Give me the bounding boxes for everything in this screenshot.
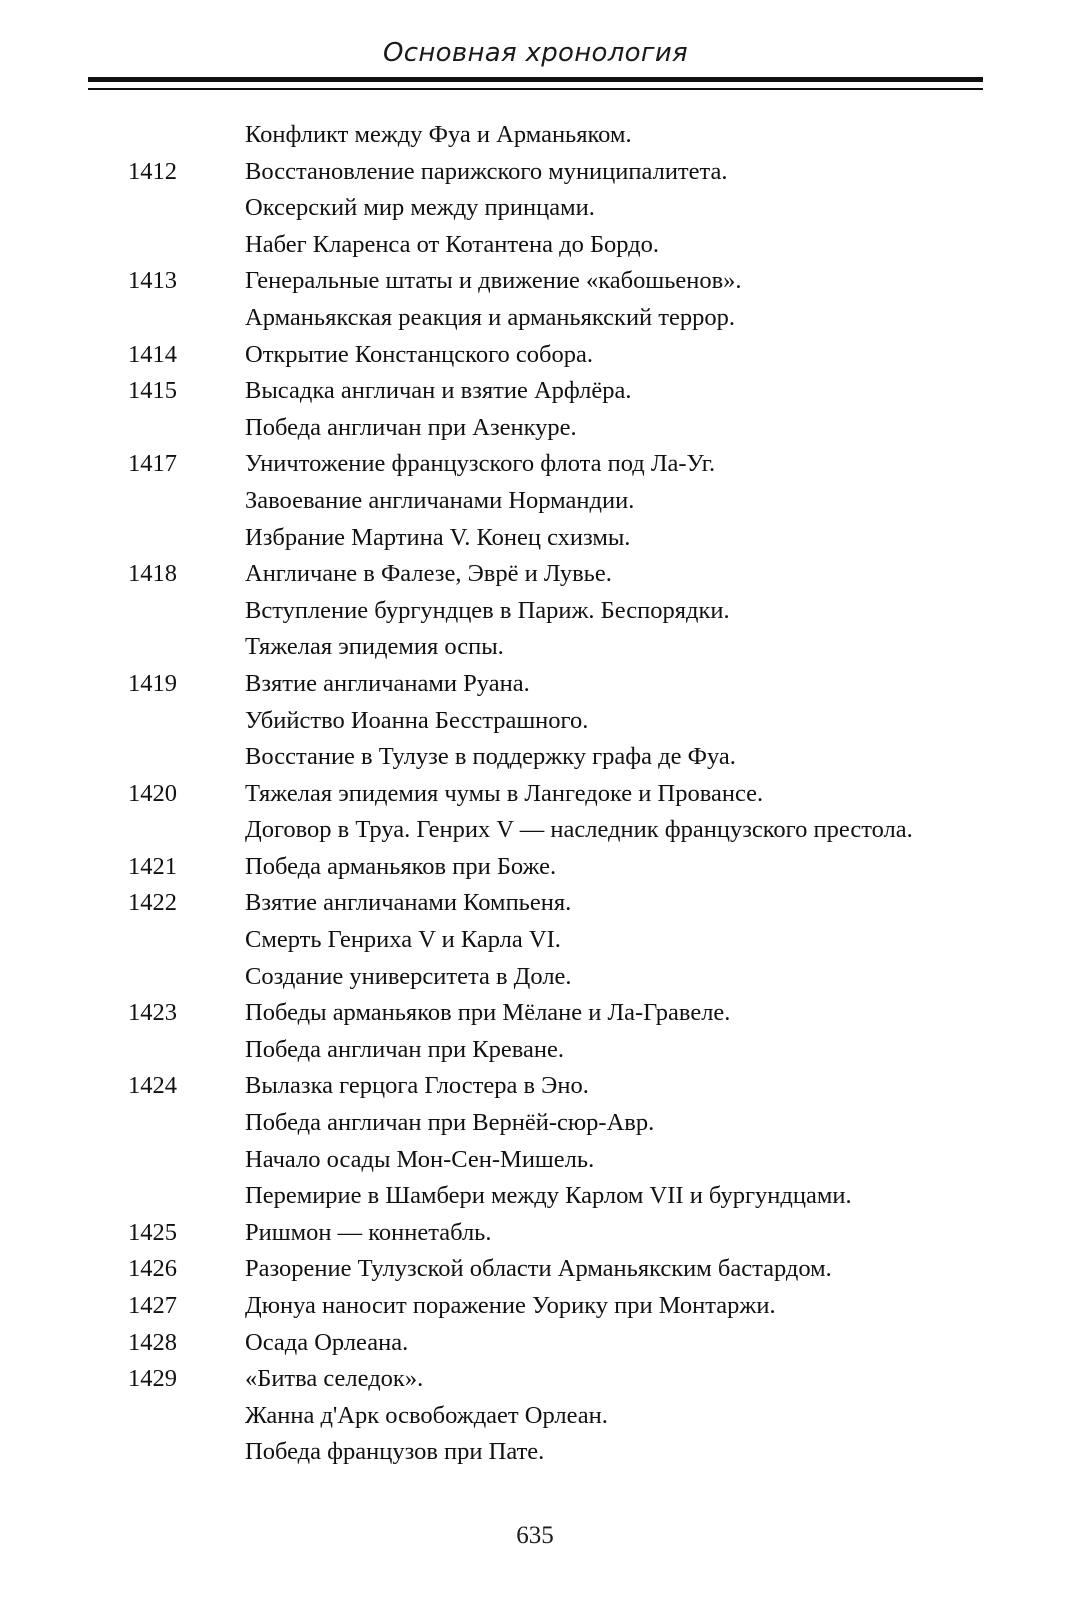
entry-year: 1417: [128, 450, 177, 478]
chronology-entry: [0, 1178, 1070, 1215]
chronology-entry: [0, 593, 1070, 630]
chronology-entry: [0, 1142, 1070, 1179]
chronology-entry: [0, 776, 1070, 813]
header-rule-thick: [88, 77, 983, 82]
chronology-entry: [0, 922, 1070, 959]
entry-event: Победа англичан при Креване.: [245, 1035, 564, 1063]
chronology-entry: [0, 1068, 1070, 1105]
entry-event: Начало осады Мон-Сен-Мишель.: [245, 1145, 595, 1173]
chronology-entry: [0, 227, 1070, 264]
entry-event: Победа французов при Пате.: [245, 1438, 545, 1466]
entry-event: Смерть Генриха V и Карла VI.: [245, 926, 561, 954]
chronology-entry: [0, 1032, 1070, 1069]
entry-year: 1419: [128, 669, 177, 697]
entry-event: Дюнуа наносит поражение Уорику при Монтаржи.: [245, 1292, 776, 1319]
entry-event: Договор в Труа. Генрих V — наследник французского престола.: [245, 816, 913, 844]
chronology-entry: [0, 520, 1070, 557]
chronology-entry: [0, 1288, 1070, 1325]
chronology-entry: [0, 959, 1070, 996]
entry-year: 1414: [128, 340, 177, 368]
chronology-entry: [0, 703, 1070, 740]
entry-event: Вступление бургундцев в Париж. Беспорядки.: [245, 596, 730, 624]
chronology-entry: [0, 1361, 1070, 1398]
entry-event: Конфликт между Фуа и Арманьяком.: [245, 121, 632, 148]
entry-event: Разорение Тулузской области Арманьякским бастардом.: [245, 1255, 832, 1283]
chronology-entry: [0, 154, 1070, 191]
entry-year: 1418: [128, 560, 177, 588]
entry-event: Уничтожение французского флота под Ла-Уг.: [245, 450, 716, 478]
entry-year: 1426: [128, 1255, 177, 1283]
chronology-entry: [0, 1105, 1070, 1142]
entry-event: Оксерский мир между принцами.: [245, 194, 595, 222]
chronology-entry: [0, 446, 1070, 483]
entry-event: Завоевание англичанами Нормандии.: [245, 486, 635, 514]
entry-year: 1420: [128, 779, 177, 807]
chronology-entry: [0, 666, 1070, 703]
entry-event: Англичане в Фалезе, Эврё и Лувье.: [245, 560, 612, 588]
entry-event: Открытие Констанцского собора.: [245, 340, 593, 368]
chronology-entry: [0, 483, 1070, 520]
entry-event: Арманьякская реакция и арманьякский террор.: [245, 303, 735, 331]
entry-event: Победа арманьяков при Боже.: [245, 852, 557, 880]
chronology-entry: [0, 995, 1070, 1032]
chronology-entry: [0, 1251, 1070, 1288]
entry-event: «Битва селедок».: [245, 1365, 424, 1393]
entry-event: Восстановление парижского муниципалитета.: [245, 157, 728, 185]
running-head: Основная хронология: [383, 38, 688, 68]
entry-year: 1421: [128, 852, 177, 880]
chronology-entry: [0, 1434, 1070, 1471]
entry-event: Высадка англичан и взятие Арфлёра.: [245, 377, 632, 405]
entry-year: 1429: [128, 1365, 177, 1393]
entry-event: Взятие англичанами Компьеня.: [245, 889, 572, 917]
chronology-entry: [0, 300, 1070, 337]
entry-event: Жанна д'Арк освобождает Орлеан.: [245, 1401, 608, 1429]
page-number: 635: [516, 1522, 554, 1549]
entry-year: 1423: [128, 999, 177, 1027]
entry-event: Победа англичан при Вернёй-сюр-Авр.: [245, 1109, 655, 1137]
chronology-entry: [0, 629, 1070, 666]
chronology-entry: [0, 337, 1070, 374]
chronology-entry: [0, 190, 1070, 227]
entry-event: Восстание в Тулузе в поддержку графа де Фуа.: [245, 743, 736, 771]
entry-year: 1415: [128, 377, 177, 405]
entry-event: Набег Кларенса от Котантена до Бордо.: [245, 230, 660, 258]
chronology-entry: [0, 739, 1070, 776]
chronology-entry: [0, 373, 1070, 410]
entry-event: Взятие англичанами Руана.: [245, 669, 530, 697]
entry-year: 1412: [128, 157, 177, 185]
chronology-entry: [0, 117, 1070, 154]
entry-event: Осада Орлеана.: [245, 1328, 409, 1356]
chronology-entry: [0, 812, 1070, 849]
entry-event: Тяжелая эпидемия чумы в Лангедоке и Провансе.: [245, 779, 764, 807]
entry-event: Ришмон — коннетабль.: [245, 1218, 492, 1246]
entry-event: Убийство Иоанна Бесстрашного.: [245, 706, 589, 734]
entry-event: Вылазка герцога Глостера в Эно.: [245, 1072, 589, 1100]
entry-event: Создание университета в Доле.: [245, 962, 572, 990]
chronology-entry: [0, 1398, 1070, 1435]
chronology-entry: [0, 263, 1070, 300]
chronology-entry: [0, 885, 1070, 922]
entry-event: Победа англичан при Азенкуре.: [245, 413, 577, 441]
chronology-entry: [0, 1215, 1070, 1252]
chronology-entry: [0, 410, 1070, 447]
entry-event: Перемирие в Шамбери между Карлом VII и бургундцами.: [245, 1182, 852, 1210]
chronology-entry: [0, 556, 1070, 593]
entry-event: Тяжелая эпидемия оспы.: [245, 633, 504, 661]
chronology-entry: [0, 849, 1070, 886]
entry-year: 1413: [128, 267, 177, 295]
chronology-entry: [0, 1325, 1070, 1362]
entry-year: 1422: [128, 889, 177, 917]
entry-event: Генеральные штаты и движение «кабошьенов».: [245, 267, 742, 295]
chronology-list: [0, 117, 1070, 1471]
entry-event: Победы арманьяков при Мёлане и Ла-Гравеле.: [245, 999, 731, 1027]
entry-year: 1425: [128, 1218, 177, 1246]
entry-event: Избрание Мартина V. Конец схизмы.: [245, 523, 631, 551]
entry-year: 1428: [128, 1328, 177, 1356]
header-rule-thin: [88, 88, 983, 90]
entry-year: 1424: [128, 1072, 177, 1100]
entry-year: 1427: [128, 1292, 177, 1319]
